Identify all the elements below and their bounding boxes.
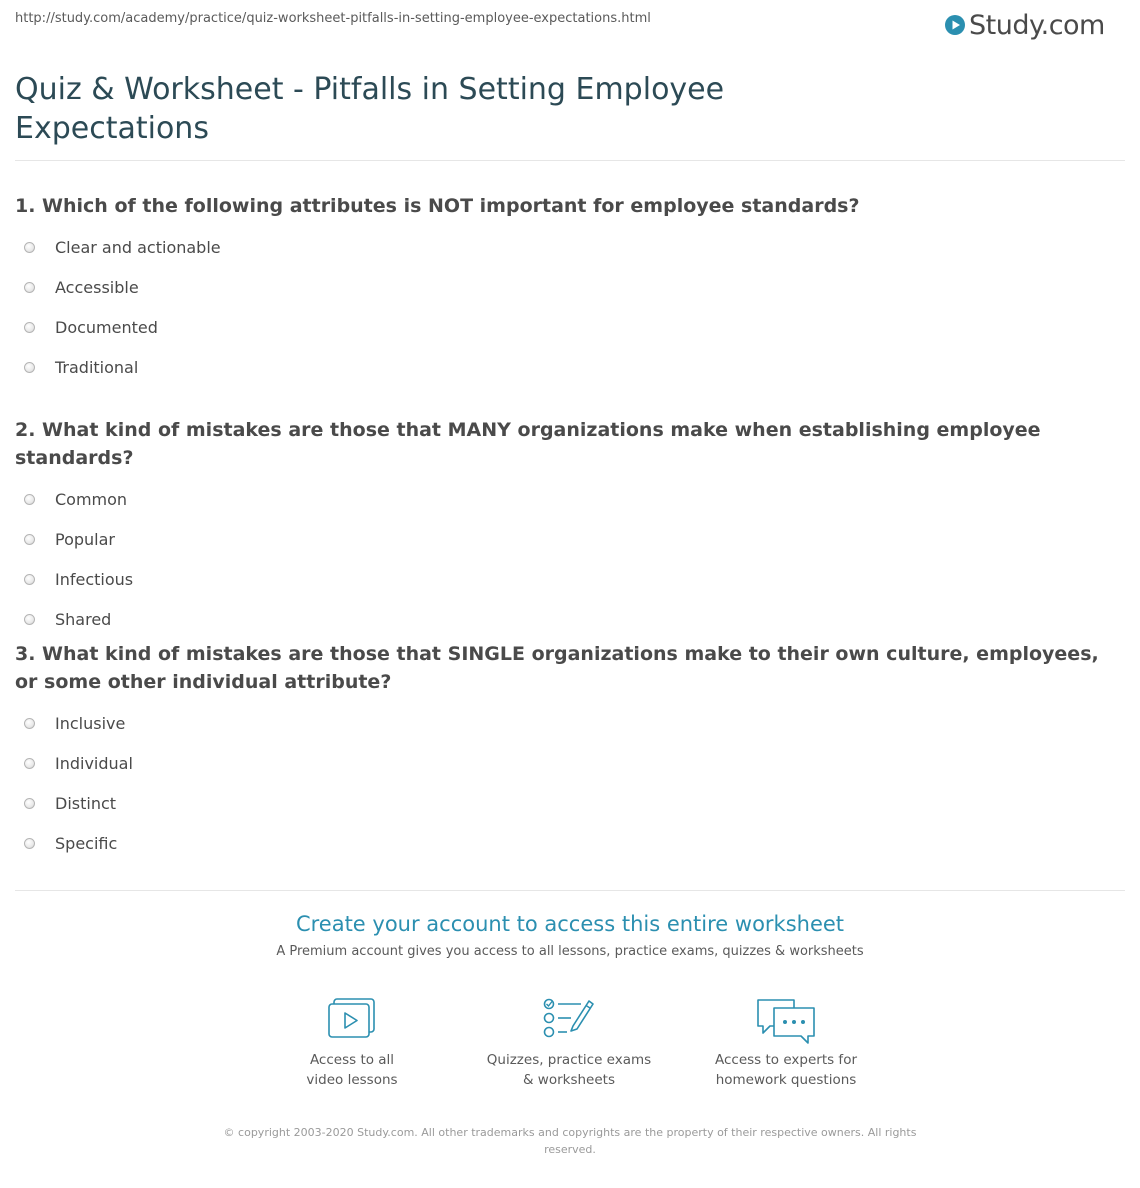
logo-text: Study.com [969,9,1105,41]
feature-label [686,1050,886,1090]
chat-bubbles-icon [754,996,818,1046]
question-text: 1. Which of the following attributes is NOT important for employee standards? [15,195,860,217]
radio-button[interactable] [24,494,35,505]
feature-label-line: video lessons [306,1072,398,1088]
answer-label: Accessible [55,277,139,297]
video-lessons-icon [326,996,378,1040]
answer-options [15,703,1125,863]
feature-label-line: Quizzes, practice exams [486,1052,652,1068]
question-3 [15,640,1125,863]
radio-button[interactable] [24,242,35,253]
question-text: 3. What kind of mistakes are those that SINGLE organizations make to their own culture, employees, or some other individual attribute? [15,643,1099,693]
answer-options [15,227,1125,387]
answer-label: Common [55,489,128,509]
answer-label: Documented [55,317,158,337]
radio-button[interactable] [24,758,35,769]
answer-label: Popular [55,529,115,549]
feature-label-line: & worksheets [522,1072,615,1088]
answer-label: Infectious [55,569,134,589]
answer-option[interactable] [15,703,1125,743]
radio-button[interactable] [24,798,35,809]
feature-label-line: Access to experts for [714,1052,857,1068]
answer-option[interactable] [15,307,1125,347]
radio-button[interactable] [24,718,35,729]
feature-experts [686,996,886,1090]
feature-quizzes [469,996,669,1090]
play-circle-icon [944,14,966,36]
feature-label-line: homework questions [715,1072,857,1088]
radio-button[interactable] [24,574,35,585]
feature-label-line: Access to all [309,1052,395,1068]
answer-option[interactable] [15,559,1125,599]
answer-option[interactable] [15,743,1125,783]
answer-label: Clear and actionable [55,237,221,257]
radio-button[interactable] [24,362,35,373]
answer-option[interactable] [15,479,1125,519]
radio-button[interactable] [24,282,35,293]
title-divider [15,160,1125,161]
radio-button[interactable] [24,614,35,625]
answer-label: Distinct [55,793,117,813]
cta-divider [15,890,1125,891]
question-text: 2. What kind of mistakes are those that MANY organizations make when establishing employee standards? [15,419,1041,469]
study-logo[interactable] [944,9,1105,41]
answer-label: Shared [55,609,112,629]
page-title: Quiz & Worksheet - Pitfalls in Setting Employee Expectations [15,72,725,146]
answer-option[interactable] [15,783,1125,823]
answer-option[interactable] [15,347,1125,387]
answer-option[interactable] [15,823,1125,863]
feature-label [469,1050,669,1090]
page-url: http://study.com/academy/practice/quiz-worksheet-pitfalls-in-setting-employee-expectations.html [15,11,651,26]
copyright-notice: © copyright 2003-2020 Study.com. All other trademarks and copyrights are the property of their respective owners. All rights reserved. [223,1126,917,1156]
question-1 [15,192,1125,387]
quiz-checklist-icon [541,996,597,1040]
radio-button[interactable] [24,838,35,849]
create-account-link[interactable]: Create your account to access this entire worksheet [295,912,845,936]
answer-label: Inclusive [55,713,126,733]
answer-label: Individual [55,753,133,773]
answer-option[interactable] [15,599,1125,639]
answer-options [15,479,1125,639]
answer-label: Specific [55,833,118,853]
answer-label: Traditional [55,357,139,377]
radio-button[interactable] [24,322,35,333]
answer-option[interactable] [15,267,1125,307]
question-2 [15,416,1125,639]
answer-option[interactable] [15,227,1125,267]
radio-button[interactable] [24,534,35,545]
feature-label [252,1050,452,1090]
answer-option[interactable] [15,519,1125,559]
cta-subtitle: A Premium account gives you access to all lessons, practice exams, quizzes & worksheets [276,944,864,959]
feature-video-lessons [252,996,452,1090]
